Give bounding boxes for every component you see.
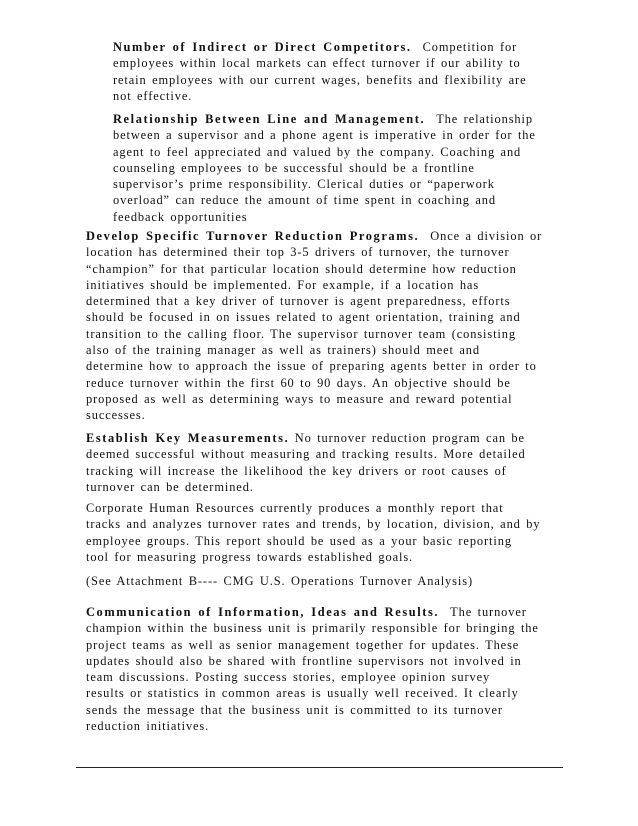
paragraph-line: counseling employees to be successful should be a frontline (113, 160, 475, 175)
paragraph-line: Establish Key Measurements. No turnover reduction program can be (86, 431, 525, 445)
section-heading: Establish Key Measurements. (86, 431, 290, 445)
paragraph-line: Number of Indirect or Direct Competitors. Competition for (113, 40, 518, 54)
paragraph-line: results or statistics in common areas is usually well received. It clearly (86, 686, 519, 701)
paragraph-line: reduce turnover within the first 60 to 90 days. An objective should be (86, 375, 511, 390)
paragraph-line: (See Attachment B---- CMG U.S. Operations Turnover Analysis) (86, 574, 473, 588)
paragraph-line: successes. (86, 408, 146, 423)
section-heading: Number of Indirect or Direct Competitors. (113, 40, 412, 54)
paragraph-line: supervisor’s prime responsibility. Clerical duties or “paperwork (113, 177, 495, 192)
paragraph-line: champion within the business unit is primarily responsible for bringing the (86, 621, 539, 636)
paragraph-line: employee groups. This report should be used as a your basic reporting (86, 533, 512, 548)
paragraph-line: transition to the calling floor. The supervisor turnover team (consisting (86, 326, 516, 341)
paragraph-line: initiatives should be implemented. For example, if a location has (86, 277, 480, 292)
paragraph-line: Communication of Information, Ideas and Results. The turnover (86, 605, 527, 619)
section-heading: Relationship Between Line and Management. (113, 112, 426, 126)
paragraph-line: project teams as well as senior management together for updates. These (86, 637, 520, 652)
paragraph-line: tool for measuring progress towards established goals. (86, 549, 414, 564)
paragraph-line: determine how to approach the issue of preparing agents better in order to (86, 359, 537, 374)
paragraph-line: agent to feel appreciated and valued by the company. Coaching and (113, 144, 522, 159)
paragraph-line: deemed successful without measuring and tracking results. More detailed (86, 447, 526, 462)
paragraph-line: Develop Specific Turnover Reduction Programs. Once a division or (86, 229, 543, 243)
paragraph-line: not effective. (113, 88, 193, 103)
paragraph-relationship (113, 111, 583, 225)
paragraph-measurements (86, 430, 586, 495)
paragraph-line: reduction initiatives. (86, 719, 210, 734)
paragraph-line: proposed as well as determining ways to measure and reward potential (86, 391, 513, 406)
paragraph-line: Relationship Between Line and Management. The relationship (113, 112, 533, 126)
footer-divider (76, 767, 563, 768)
paragraph-line: feedback opportunities (113, 209, 248, 224)
paragraph-line: Corporate Human Resources currently produces a monthly report that (86, 501, 504, 515)
paragraph-corporate-hr (86, 500, 586, 565)
paragraph-line: between a supervisor and a phone agent is imperative in order for the (113, 128, 536, 143)
paragraph-line: determined that a key driver of turnover is agent preparedness, efforts (86, 294, 511, 309)
paragraph-turnover-programs (86, 228, 586, 424)
paragraph-line: also of the training manager as well as trainers) should meet and (86, 343, 480, 358)
paragraph-competitors (113, 39, 583, 104)
paragraph-line: overload” can reduce the amount of time spent in coaching and (113, 193, 496, 208)
attachment-reference (86, 573, 586, 589)
paragraph-communication (86, 604, 586, 734)
section-heading: Communication of Information, Ideas and Results. (86, 605, 440, 619)
paragraph-line: tracking will increase the likelihood the key drivers or root causes of (86, 463, 507, 478)
paragraph-line: retain employees with our current wages, benefits and flexibility are (113, 72, 527, 87)
paragraph-line: sends the message that the business unit is committed to its turnover (86, 702, 503, 717)
paragraph-line: “champion” for that particular location should determine how reduction (86, 261, 517, 276)
paragraph-line: location has determined their top 3-5 drivers of turnover, the turnover (86, 245, 510, 260)
paragraph-line: updates should also be shared with frontline supervisors not involved in (86, 653, 522, 668)
paragraph-line: tracks and analyzes turnover rates and trends, by location, division, and by (86, 517, 541, 532)
paragraph-line: should be focused in on issues related to agent orientation, training and (86, 310, 521, 325)
paragraph-line: employees within local markets can effect turnover if our ability to (113, 56, 521, 71)
section-heading: Develop Specific Turnover Reduction Programs. (86, 229, 420, 243)
paragraph-line: team discussions. Posting success stories, employee opinion survey (86, 670, 491, 685)
paragraph-line: turnover can be determined. (86, 479, 254, 494)
